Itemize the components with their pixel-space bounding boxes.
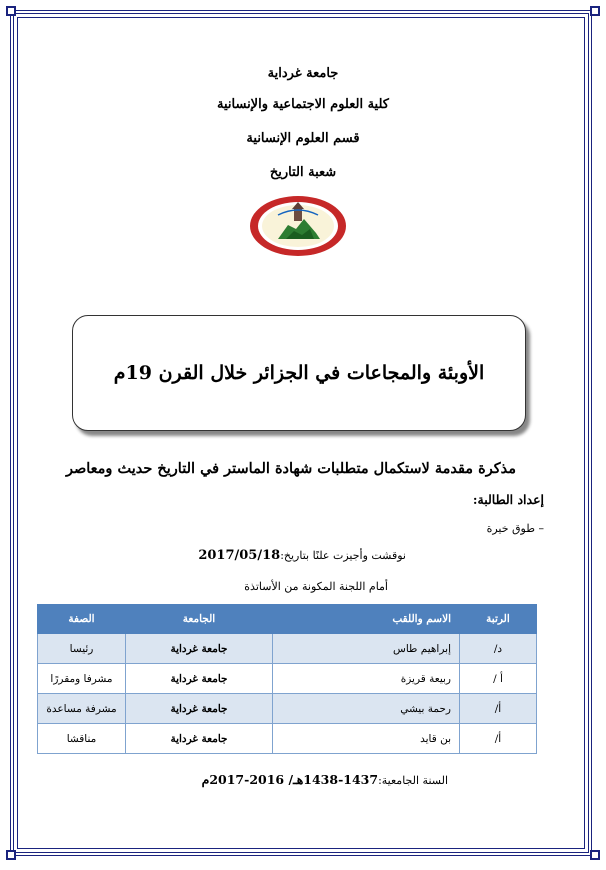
academic-year: 1437-1438هـ/ 2016-2017م [201,772,379,787]
university-cell: جامعة غرداية [126,634,273,664]
rank-cell: أ/ [460,724,537,754]
role-cell: مناقشا [38,724,126,754]
branch-name: شعبة التاريخ [269,165,337,180]
prepared-by-label: إعداد الطالبة: [472,492,544,507]
defense-line [198,548,406,563]
header-rank: الرتبة [460,605,537,634]
student-name: – طوق خيرة [486,522,544,535]
university-name: جامعة غرداية [267,66,339,81]
header-role: الصفة [38,605,126,634]
defense-date: 2017/05/18 [198,548,281,563]
header-name: الاسم واللقب [273,605,460,634]
rank-cell: أ/ [460,694,537,724]
table-row [38,724,537,754]
university-seal-icon [248,195,348,257]
jury-table [37,604,537,754]
table-row [38,664,537,694]
thesis-title: الأوبئة والمجاعات في الجزائر خلال القرن 19م [113,362,485,384]
academic-year-label: السنة الجامعية: [378,774,448,787]
thesis-description: مذكرة مقدمة لاستكمال متطلبات شهادة الماستر في التاريخ حديث ومعاصر [65,460,516,477]
name-cell: رحمة بيشي [273,694,460,724]
table-row [38,634,537,664]
header-university: الجامعة [126,605,273,634]
rank-cell: أ / [460,664,537,694]
thesis-title-box [72,315,526,431]
university-cell: جامعة غرداية [126,694,273,724]
corner-ornament [590,850,600,860]
rank-cell: د/ [460,634,537,664]
role-cell: رئيسا [38,634,126,664]
department-name: قسم العلوم الإنسانية [246,131,360,146]
table-row [38,694,537,724]
corner-ornament [6,6,16,16]
name-cell: ربيعة قريزة [273,664,460,694]
table-header-row [38,605,537,634]
university-cell: جامعة غرداية [126,664,273,694]
faculty-name: كلية العلوم الاجتماعية والإنسانية [217,97,389,112]
name-cell: إبراهيم طاس [273,634,460,664]
academic-year-line [202,772,448,787]
role-cell: مشرفة مساعدة [38,694,126,724]
role-cell: مشرفا ومقررًا [38,664,126,694]
committee-label: أمام اللجنة المكونة من الأساتذة [244,580,388,593]
university-cell: جامعة غرداية [126,724,273,754]
name-cell: بن قايد [273,724,460,754]
corner-ornament [590,6,600,16]
defense-label: نوقشت وأجيزت علنًا بتاريخ: [280,549,406,562]
corner-ornament [6,850,16,860]
